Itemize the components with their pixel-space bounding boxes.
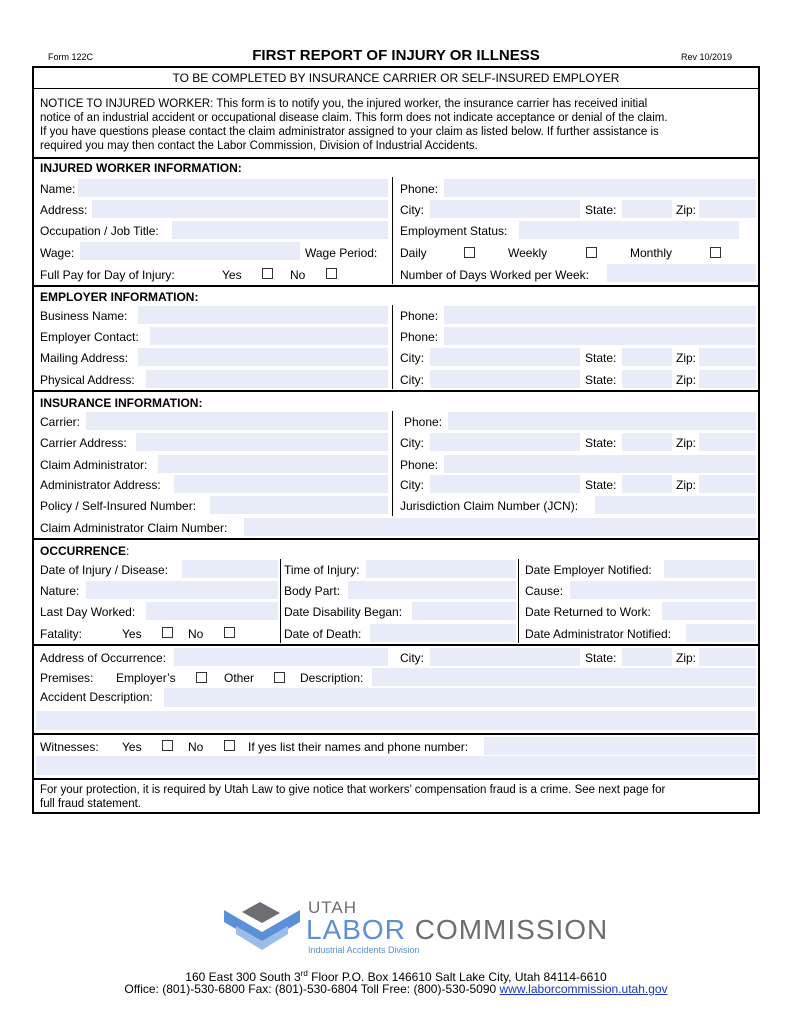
admin-city-field[interactable] <box>430 475 580 493</box>
notice-to-worker: NOTICE TO INJURED WORKER: This form is to notify you, the injured worker, the insurance carrier has received initial notice of an industrial accident or occupational disease claim. This form does not indicate acceptance or denial of the claim. If you have questions please contact the claim administrator assigned to your claim as listed below. If further assistance is required you may then contact the Labor Commission, Division of Industrial Accidents. <box>40 98 668 152</box>
date-admin-notified-field[interactable] <box>686 624 756 642</box>
row-worker-name: Name: Phone: <box>34 177 758 198</box>
employment-status-field[interactable] <box>519 221 739 239</box>
row-occ-fatality: Fatality: Yes No Date of Death: Date Administrator Notified: <box>34 622 758 643</box>
business-name-field[interactable] <box>138 306 388 324</box>
row-employer-physical: Physical Address: City: State: Zip: <box>34 368 758 389</box>
physical-city-field[interactable] <box>430 370 580 388</box>
row-worker-occupation: Occupation / Job Title: Employment Status: <box>34 219 758 240</box>
fullpay-no-checkbox[interactable] <box>326 268 337 279</box>
section-employer: EMPLOYER INFORMATION: <box>34 285 758 305</box>
row-policy: Policy / Self-Insured Number: Jurisdiction Claim Number (JCN): <box>34 495 758 516</box>
date-returned-field[interactable] <box>662 602 756 620</box>
row-admin-claim-number: Claim Administrator Claim Number: <box>34 516 758 537</box>
row-carrier-address: Carrier Address: City: State: Zip: <box>34 432 758 453</box>
date-death-field[interactable] <box>370 624 516 642</box>
carrier-address-field[interactable] <box>136 433 388 451</box>
premises-other-checkbox[interactable] <box>274 672 285 683</box>
labor-commission-logo <box>222 896 609 958</box>
jcn-field[interactable] <box>595 496 756 514</box>
carrier-state-field[interactable] <box>622 433 672 451</box>
witnesses-yes-checkbox[interactable] <box>162 740 173 751</box>
row-claim-admin: Claim Administrator: Phone: <box>34 453 758 474</box>
row-employer-business: Business Name: Phone: <box>34 305 758 326</box>
injury-report-form <box>32 66 760 814</box>
days-worked-field[interactable] <box>607 264 756 282</box>
row-occ-lastday: Last Day Worked: Date Disability Began: Date Returned to Work: <box>34 601 758 622</box>
worker-city-field[interactable] <box>430 200 580 218</box>
witnesses-field[interactable] <box>484 737 756 755</box>
mailing-city-field[interactable] <box>430 348 580 366</box>
worker-state-field[interactable] <box>622 200 672 218</box>
website-link[interactable]: www.laborcommission.utah.gov <box>499 982 668 996</box>
worker-address-field[interactable] <box>92 200 388 218</box>
row-carrier: Carrier: Phone: <box>34 411 758 432</box>
wage-daily-checkbox[interactable] <box>464 247 475 258</box>
premises-employers-checkbox[interactable] <box>196 672 207 683</box>
occupation-field[interactable] <box>172 221 388 239</box>
logo-commission: COMMISSION <box>414 914 609 945</box>
fatality-yes-checkbox[interactable] <box>162 627 173 638</box>
row-witnesses-2 <box>34 755 758 777</box>
logo-utah: UTAH <box>308 898 358 917</box>
claim-admin-phone-field[interactable] <box>444 455 756 473</box>
employer-phone-field[interactable] <box>444 306 756 324</box>
occurrence-zip-field[interactable] <box>699 648 756 666</box>
row-admin-address: Administrator Address: City: State: Zip: <box>34 474 758 495</box>
row-accident-description: Accident Description: <box>34 688 758 709</box>
admin-zip-field[interactable] <box>699 475 756 493</box>
claim-admin-field[interactable] <box>158 455 388 473</box>
time-injury-field[interactable] <box>366 560 516 578</box>
physical-state-field[interactable] <box>622 370 672 388</box>
mailing-address-field[interactable] <box>138 348 388 366</box>
mailing-zip-field[interactable] <box>699 348 756 366</box>
employer-contact-phone-field[interactable] <box>444 327 756 345</box>
wage-monthly-checkbox[interactable] <box>710 247 721 258</box>
footer-address: 160 East 300 South 3rd Floor P.O. Box 146610 Salt Lake City, Utah 84114-6610 <box>185 969 607 984</box>
physical-address-field[interactable] <box>146 370 388 388</box>
carrier-field[interactable] <box>86 412 388 430</box>
form-header <box>32 47 760 65</box>
row-accident-description-2 <box>34 710 758 732</box>
worker-phone-field[interactable] <box>444 179 756 197</box>
admin-address-field[interactable] <box>174 475 388 493</box>
revision-date: Rev 10/2019 <box>680 52 732 62</box>
fatality-no-checkbox[interactable] <box>224 627 235 638</box>
fullpay-yes-checkbox[interactable] <box>262 268 273 279</box>
row-worker-wage: Wage: Wage Period: Daily Weekly Monthly <box>34 240 758 262</box>
carrier-city-field[interactable] <box>430 433 580 451</box>
form-number: Form 122C <box>48 52 94 62</box>
date-employer-notified-field[interactable] <box>664 560 756 578</box>
carrier-phone-field[interactable] <box>448 412 756 430</box>
witnesses-line2-field[interactable] <box>36 756 756 775</box>
date-disability-field[interactable] <box>412 602 516 620</box>
occurrence-address-field[interactable] <box>174 648 388 666</box>
row-witnesses: Witnesses: Yes No If yes list their names and phone number: <box>34 733 758 757</box>
employer-contact-field[interactable] <box>150 327 388 345</box>
date-injury-field[interactable] <box>182 560 278 578</box>
row-premises: Premises: Employer’s Other Description: <box>34 666 758 688</box>
completion-banner: TO BE COMPLETED BY INSURANCE CARRIER OR SELF-INSURED EMPLOYER <box>34 68 758 89</box>
nature-field[interactable] <box>86 581 278 599</box>
body-part-field[interactable] <box>348 581 516 599</box>
form-title: FIRST REPORT OF INJURY OR ILLNESS <box>252 47 540 64</box>
logo-division: Industrial Accidents Division <box>308 945 420 955</box>
worker-name-field[interactable] <box>78 179 388 197</box>
row-occ-nature: Nature: Body Part: Cause: <box>34 580 758 601</box>
admin-state-field[interactable] <box>622 475 672 493</box>
section-insurance: INSURANCE INFORMATION: <box>34 390 758 411</box>
wage-weekly-checkbox[interactable] <box>586 247 597 258</box>
row-worker-address: Address: City: State: Zip: <box>34 198 758 219</box>
carrier-zip-field[interactable] <box>699 433 756 451</box>
last-day-field[interactable] <box>146 602 278 620</box>
row-occ-dates: Date of Injury / Disease: Time of Injury: Date Employer Notified: <box>34 559 758 580</box>
row-worker-fullpay: Full Pay for Day of Injury: Yes No Number of Days Worked per Week: <box>34 262 758 284</box>
witnesses-no-checkbox[interactable] <box>224 740 235 751</box>
physical-zip-field[interactable] <box>699 370 756 388</box>
footer-contact: Office: (801)-530-6800 Fax: (801)-530-6804 Toll Free: (800)-530-5090 www.laborcommission.utah.gov <box>124 982 668 996</box>
worker-zip-field[interactable] <box>699 200 756 218</box>
row-employer-contact: Employer Contact: Phone: <box>34 326 758 347</box>
accident-description-field[interactable] <box>164 688 756 707</box>
mailing-state-field[interactable] <box>622 348 672 366</box>
premises-description-field[interactable] <box>372 668 756 686</box>
logo-labor: LABOR <box>306 914 406 945</box>
policy-number-field[interactable] <box>210 496 388 514</box>
section-injured-worker: INJURED WORKER INFORMATION: <box>34 157 758 177</box>
admin-claim-number-field[interactable] <box>244 518 756 536</box>
row-occ-address: Address of Occurrence: City: State: Zip: <box>34 644 758 668</box>
cause-field[interactable] <box>570 581 756 599</box>
occurrence-state-field[interactable] <box>622 648 672 666</box>
section-occurrence: OCCURRENCE: <box>34 538 758 559</box>
fraud-notice: For your protection, it is required by Utah Law to give notice that workers’ compensation fraud is a crime. See next page for full fraud statement. <box>34 778 758 814</box>
occurrence-city-field[interactable] <box>430 648 580 666</box>
row-employer-mailing: Mailing Address: City: State: Zip: <box>34 347 758 368</box>
accident-description-line2-field[interactable] <box>36 711 756 730</box>
wage-field[interactable] <box>80 242 300 260</box>
